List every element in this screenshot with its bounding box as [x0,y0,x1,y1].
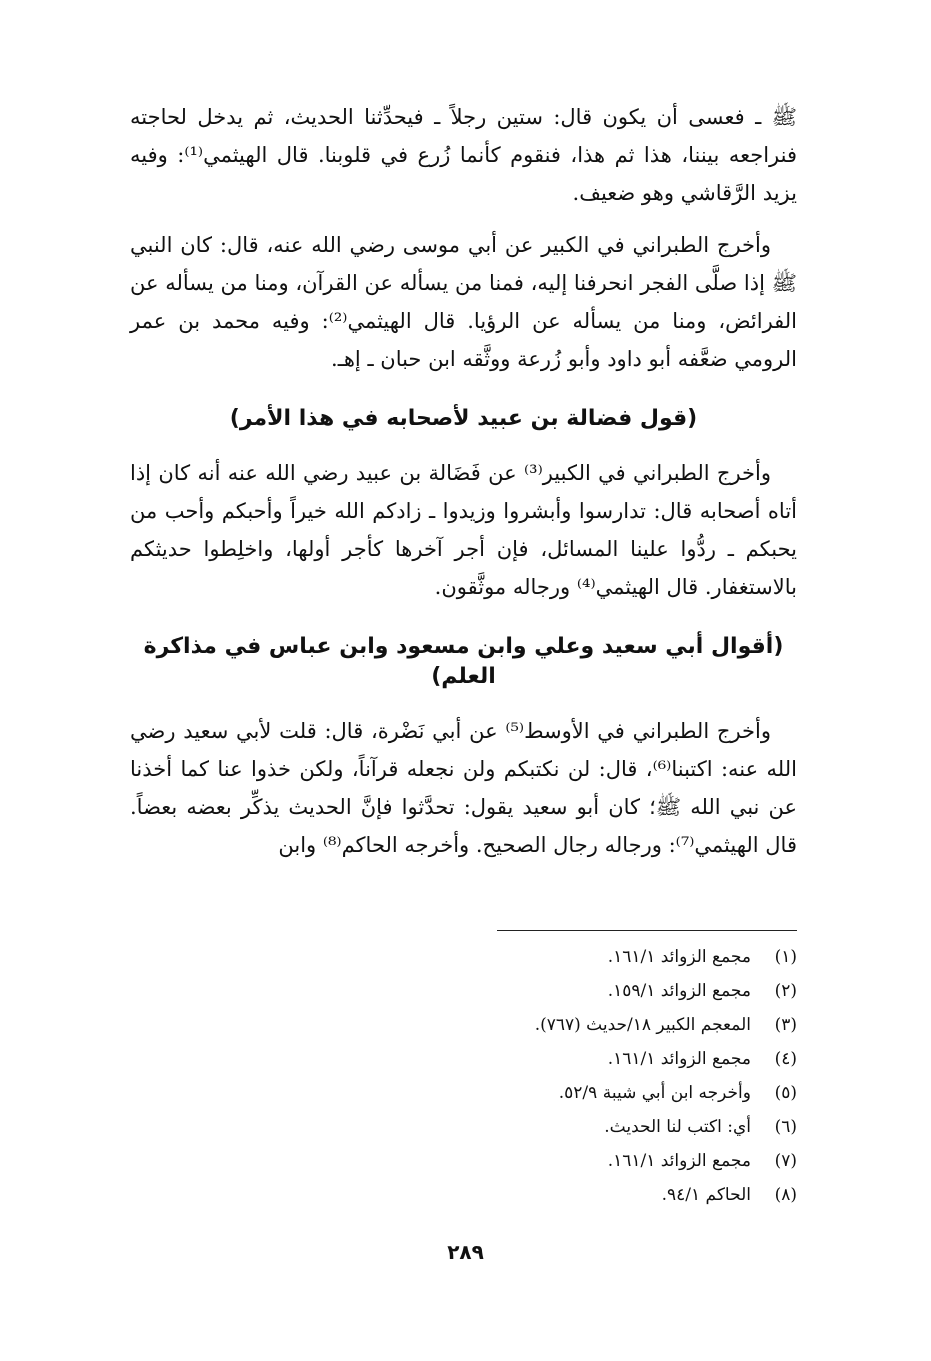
paragraph-continued: ﷺ ـ فعسى أن يكون قال: ستين رجلاً ـ فيحدِّثنا الحديث، ثم يدخل لحاجته فنراجعه بيننا، هذا ثم هذا، فنقوم كأنما زُرع في قلوبنا. قال الهيثمي⁽¹⁾: وفيه يزيد الرَّقاشي وهو ضعيف. [130,105,797,205]
page-number: ٢٨٩ [447,1240,484,1264]
footnote-item [300,1144,797,1178]
footnote-item [300,974,797,1008]
footnote-number: (٢) [774,981,797,1001]
main-text [130,98,797,864]
footnote-text: مجمع الزوائد ١٦١/١. [607,1049,751,1069]
footnote-item [300,1076,797,1110]
footnote-number: (٥) [774,1083,797,1103]
footnote-divider [497,930,797,931]
paragraph-fadala: وأخرج الطبراني في الكبير⁽³⁾ عن فَضَالة بن عبيد رضي الله عنه أنه كان إذا أتاه أصحابه قال: تدارسوا وأبشروا وزيدوا ـ زادكم الله خيراً وأحبكم وأحب من يحبكم ـ ردُّوا علينا المسائل، فإن أجر آخرها كأجر أولها، واخلِطوا حديثكم بالاستغفار. قال الهيثمي⁽⁴⁾ ورجاله موثَّقون. [130,461,797,599]
section-heading-fadala: (قول فضالة بن عبيد لأصحابه في هذا الأمر) [229,406,698,431]
footnote-number: (١) [774,947,797,967]
footnote-number: (٨) [774,1185,797,1205]
paragraph-abu-musa: وأخرج الطبراني في الكبير عن أبي موسى رضي الله عنه، قال: كان النبي ﷺ إذا صلَّى الفجر انحرفنا إليه، فمنا من يسأله عن القرآن، ومنا من يسأله عن الفرائض، ومنا من يسأله عن الرؤيا. قال الهيثمي⁽²⁾: وفيه محمد بن عمر الرومي ضعَّفه أبو داود وأبو زُرعة ووثَّقه ابن حبان ـ إهـ. [130,233,798,371]
footnotes-list [300,940,797,1212]
footnote-text: الحاكم ٩٤/١. [661,1185,751,1205]
footnote-text: مجمع الزوائد ١٥٩/١. [607,981,751,1001]
footnote-item [300,940,797,974]
footnote-item [300,1110,797,1144]
footnote-text: مجمع الزوائد ١٦١/١. [607,947,751,967]
footnote-item [300,1178,797,1212]
footnote-text: وأخرجه ابن أبي شيبة ٥٢/٩. [558,1083,751,1103]
footnote-number: (٧) [774,1151,797,1171]
footnote-text: مجمع الزوائد ١٦١/١. [607,1151,751,1171]
footnote-number: (٦) [774,1117,797,1137]
footnote-text: المعجم الكبير ١٨/حديث (٧٦٧). [534,1015,751,1035]
footnote-number: (٣) [774,1015,797,1035]
footnote-item [300,1042,797,1076]
footnote-text: أي: اكتب لنا الحديث. [604,1117,751,1137]
section-heading-abu-said: (أقوال أبي سعيد وعلي وابن مسعود وابن عباس في مذاكرة العلم) [143,634,784,689]
paragraph-abu-said: وأخرج الطبراني في الأوسط⁽⁵⁾ عن أبي نَضْرة، قال: قلت لأبي سعيد رضي الله عنه: اكتبنا⁽⁶⁾، قال: لن نكتبكم ولن نجعله قرآناً، ولكن خذوا عنا كما أخذنا عن نبي الله ﷺ؛ كان أبو سعيد يقول: تحدَّثوا فإنَّ الحديث يذكِّر بعضه بعضاً. قال الهيثمي⁽⁷⁾: ورجاله رجال الصحيح. وأخرجه الحاكم⁽⁸⁾ وابن [130,719,797,857]
footnote-number: (٤) [774,1049,797,1069]
footnote-item [300,1008,797,1042]
